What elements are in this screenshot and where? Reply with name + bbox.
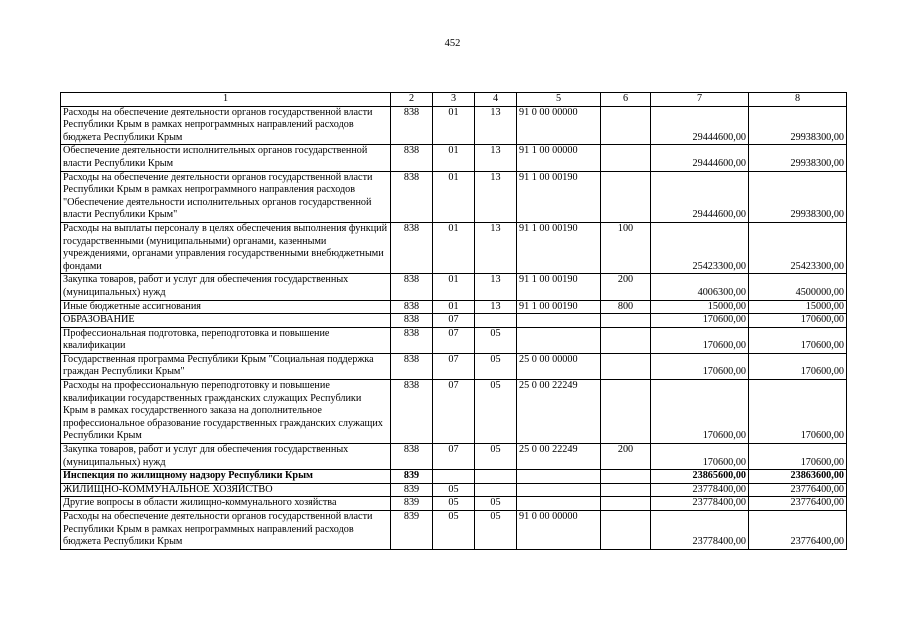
expense-type-cell: [601, 497, 651, 511]
table-header: [61, 93, 847, 107]
amount-year1-cell: 25423300,00: [651, 222, 749, 273]
table-row: [61, 444, 847, 470]
table-row: [61, 353, 847, 379]
amount-year2-cell: 23776400,00: [749, 483, 847, 497]
amount-year2-cell: 4500000,00: [749, 274, 847, 300]
section-code-cell: 01: [433, 171, 475, 222]
header-cell: 8: [749, 93, 847, 107]
section-code-cell: 05: [433, 483, 475, 497]
subsection-code-cell: [475, 483, 517, 497]
target-article-cell: 91 1 00 00190: [517, 274, 601, 300]
subsection-code-cell: 05: [475, 511, 517, 550]
ministry-code-cell: 838: [391, 274, 433, 300]
amount-year2-cell: 29938300,00: [749, 145, 847, 171]
amount-year2-cell: 25423300,00: [749, 222, 847, 273]
expense-type-cell: 200: [601, 444, 651, 470]
table-row: [61, 470, 847, 484]
amount-year1-cell: 23865600,00: [651, 470, 749, 484]
ministry-code-cell: 838: [391, 145, 433, 171]
section-code-cell: 07: [433, 444, 475, 470]
row-name-cell: ЖИЛИЩНО-КОММУНАЛЬНОЕ ХОЗЯЙСТВО: [61, 483, 391, 497]
header-cell: 5: [517, 93, 601, 107]
row-name-cell: Закупка товаров, работ и услуг для обеспечения государственных (муниципальных) нужд: [61, 274, 391, 300]
row-name-cell: Расходы на обеспечение деятельности органов государственной власти Республики Крым в рамках непрограммного направления расходов "Обеспечение деятельности исполнительных органов государственной власти Республики Крым": [61, 171, 391, 222]
amount-year2-cell: 170600,00: [749, 444, 847, 470]
header-row: [61, 93, 847, 107]
subsection-code-cell: 13: [475, 106, 517, 145]
target-article-cell: 91 1 00 00000: [517, 145, 601, 171]
row-name-cell: Обеспечение деятельности исполнительных органов государственной власти Республики Крым: [61, 145, 391, 171]
subsection-code-cell: [475, 470, 517, 484]
subsection-code-cell: 05: [475, 497, 517, 511]
subsection-code-cell: 13: [475, 171, 517, 222]
ministry-code-cell: 839: [391, 497, 433, 511]
ministry-code-cell: 838: [391, 444, 433, 470]
target-article-cell: [517, 497, 601, 511]
header-cell: 4: [475, 93, 517, 107]
amount-year2-cell: 170600,00: [749, 314, 847, 328]
subsection-code-cell: 05: [475, 327, 517, 353]
ministry-code-cell: 839: [391, 483, 433, 497]
table-row: [61, 511, 847, 550]
ministry-code-cell: 838: [391, 314, 433, 328]
target-article-cell: 25 0 00 00000: [517, 353, 601, 379]
amount-year2-cell: 170600,00: [749, 353, 847, 379]
amount-year2-cell: 15000,00: [749, 300, 847, 314]
target-article-cell: 91 1 00 00190: [517, 300, 601, 314]
expense-type-cell: [601, 327, 651, 353]
header-cell: 6: [601, 93, 651, 107]
ministry-code-cell: 838: [391, 300, 433, 314]
subsection-code-cell: 13: [475, 300, 517, 314]
ministry-code-cell: 838: [391, 380, 433, 444]
amount-year1-cell: 4006300,00: [651, 274, 749, 300]
amount-year1-cell: 23778400,00: [651, 511, 749, 550]
target-article-cell: [517, 314, 601, 328]
page-number: 452: [444, 38, 461, 49]
amount-year2-cell: 170600,00: [749, 327, 847, 353]
row-name-cell: Расходы на выплаты персоналу в целях обеспечения выполнения функций государственными (муниципальными) органами, казенными учреждениями, органами управления государственными внебюджетными фондами: [61, 222, 391, 273]
amount-year2-cell: 29938300,00: [749, 106, 847, 145]
table-row: [61, 222, 847, 273]
amount-year1-cell: 170600,00: [651, 444, 749, 470]
section-code-cell: 01: [433, 222, 475, 273]
row-name-cell: Расходы на обеспечение деятельности органов государственной власти Республики Крым в рамках непрограммных направлений расходов бюджета Республики Крым: [61, 106, 391, 145]
expense-type-cell: [601, 171, 651, 222]
target-article-cell: 91 1 00 00190: [517, 171, 601, 222]
ministry-code-cell: 838: [391, 353, 433, 379]
section-code-cell: 05: [433, 497, 475, 511]
target-article-cell: 25 0 00 22249: [517, 380, 601, 444]
ministry-code-cell: 838: [391, 222, 433, 273]
ministry-code-cell: 838: [391, 106, 433, 145]
subsection-code-cell: 13: [475, 145, 517, 171]
row-name-cell: Профессиональная подготовка, переподготовка и повышение квалификации: [61, 327, 391, 353]
row-name-cell: ОБРАЗОВАНИЕ: [61, 314, 391, 328]
expense-type-cell: 800: [601, 300, 651, 314]
section-code-cell: 07: [433, 353, 475, 379]
expense-type-cell: 200: [601, 274, 651, 300]
amount-year1-cell: 170600,00: [651, 314, 749, 328]
expense-type-cell: 100: [601, 222, 651, 273]
amount-year1-cell: 23778400,00: [651, 497, 749, 511]
table-row: [61, 171, 847, 222]
expense-type-cell: [601, 511, 651, 550]
section-code-cell: 01: [433, 145, 475, 171]
section-code-cell: [433, 470, 475, 484]
table-row: [61, 327, 847, 353]
target-article-cell: 25 0 00 22249: [517, 444, 601, 470]
ministry-code-cell: 838: [391, 327, 433, 353]
row-name-cell: Расходы на обеспечение деятельности органов государственной власти Республики Крым в рамках непрограммных направлений расходов бюджета Республики Крым: [61, 511, 391, 550]
amount-year1-cell: 29444600,00: [651, 106, 749, 145]
amount-year1-cell: 170600,00: [651, 327, 749, 353]
amount-year2-cell: 23776400,00: [749, 497, 847, 511]
amount-year1-cell: 29444600,00: [651, 145, 749, 171]
section-code-cell: 07: [433, 327, 475, 353]
budget-table: [60, 92, 847, 550]
row-name-cell: Расходы на профессиональную переподготовку и повышение квалификации государственных гражданских служащих Республики Крым в рамках государственного заказа на дополнительное профессиональное образование государственных гражданских служащих Республики Крым: [61, 380, 391, 444]
target-article-cell: 91 0 00 00000: [517, 106, 601, 145]
expense-type-cell: [601, 483, 651, 497]
amount-year1-cell: 15000,00: [651, 300, 749, 314]
table-row: [61, 314, 847, 328]
expense-type-cell: [601, 314, 651, 328]
expense-type-cell: [601, 145, 651, 171]
table-row: [61, 274, 847, 300]
table-row: [61, 106, 847, 145]
section-code-cell: 01: [433, 106, 475, 145]
table-body: [61, 106, 847, 549]
section-code-cell: 07: [433, 314, 475, 328]
amount-year1-cell: 170600,00: [651, 353, 749, 379]
target-article-cell: [517, 483, 601, 497]
header-cell: 2: [391, 93, 433, 107]
amount-year2-cell: 23776400,00: [749, 511, 847, 550]
target-article-cell: 91 0 00 00000: [517, 511, 601, 550]
ministry-code-cell: 839: [391, 470, 433, 484]
target-article-cell: [517, 470, 601, 484]
amount-year1-cell: 23778400,00: [651, 483, 749, 497]
expense-type-cell: [601, 380, 651, 444]
target-article-cell: 91 1 00 00190: [517, 222, 601, 273]
header-cell: 1: [61, 93, 391, 107]
section-code-cell: 01: [433, 300, 475, 314]
subsection-code-cell: 13: [475, 222, 517, 273]
header-cell: 3: [433, 93, 475, 107]
ministry-code-cell: 838: [391, 171, 433, 222]
amount-year2-cell: 170600,00: [749, 380, 847, 444]
expense-type-cell: [601, 106, 651, 145]
expense-type-cell: [601, 353, 651, 379]
table-row: [61, 497, 847, 511]
subsection-code-cell: 13: [475, 274, 517, 300]
ministry-code-cell: 839: [391, 511, 433, 550]
expense-type-cell: [601, 470, 651, 484]
row-name-cell: Другие вопросы в области жилищно-коммунального хозяйства: [61, 497, 391, 511]
amount-year1-cell: 170600,00: [651, 380, 749, 444]
row-name-cell: Инспекция по жилищному надзору Республики Крым: [61, 470, 391, 484]
subsection-code-cell: 05: [475, 380, 517, 444]
row-name-cell: Закупка товаров, работ и услуг для обеспечения государственных (муниципальных) нужд: [61, 444, 391, 470]
table-row: [61, 300, 847, 314]
table-row: [61, 483, 847, 497]
amount-year2-cell: 23863600,00: [749, 470, 847, 484]
amount-year2-cell: 29938300,00: [749, 171, 847, 222]
subsection-code-cell: 05: [475, 353, 517, 379]
row-name-cell: Иные бюджетные ассигнования: [61, 300, 391, 314]
row-name-cell: Государственная программа Республики Крым "Социальная поддержка граждан Республики Крым": [61, 353, 391, 379]
header-cell: 7: [651, 93, 749, 107]
section-code-cell: 05: [433, 511, 475, 550]
target-article-cell: [517, 327, 601, 353]
table-row: [61, 380, 847, 444]
subsection-code-cell: [475, 314, 517, 328]
table-row: [61, 145, 847, 171]
subsection-code-cell: 05: [475, 444, 517, 470]
section-code-cell: 01: [433, 274, 475, 300]
section-code-cell: 07: [433, 380, 475, 444]
amount-year1-cell: 29444600,00: [651, 171, 749, 222]
